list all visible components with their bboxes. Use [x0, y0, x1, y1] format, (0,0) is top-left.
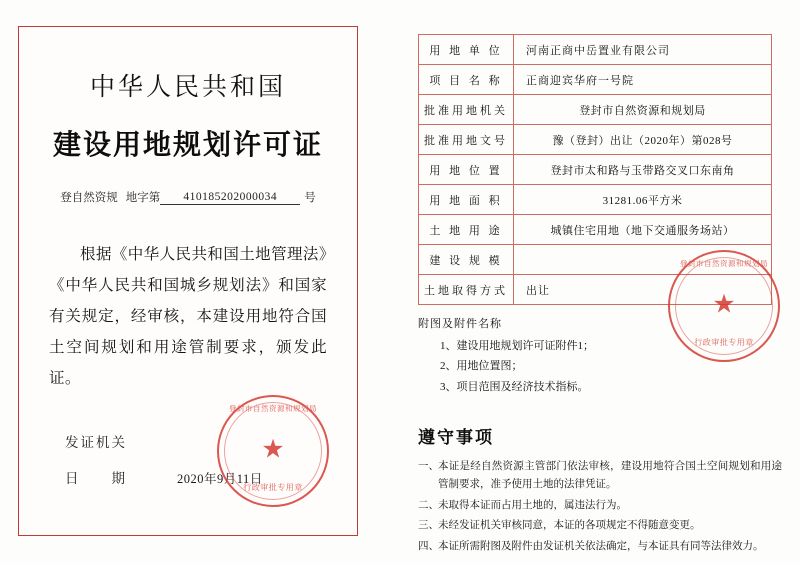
certificate-number-label: 地字第 — [125, 192, 161, 204]
list-item — [418, 538, 782, 556]
certificate-number-value: 410185202000034 — [160, 191, 300, 205]
list-item — [418, 497, 782, 515]
row-label: 批准用地机关 — [419, 95, 514, 125]
issue-date-value: 2020年9月11日 — [177, 472, 263, 486]
row-value — [514, 245, 772, 275]
details-panel — [418, 34, 782, 552]
table-row — [419, 185, 772, 215]
attachments-list — [418, 336, 782, 397]
issue-date-row — [65, 467, 263, 487]
table-row — [419, 245, 772, 275]
seal-arc-text: 登封市自然资源和规划局 — [229, 404, 317, 413]
row-label: 批准用地文号 — [419, 125, 514, 155]
rule-number: 二、 — [418, 499, 439, 511]
table-row — [419, 215, 772, 245]
row-value: 河南正商中岳置业有限公司 — [514, 35, 772, 65]
certificate-number-prefix: 登自然资规 — [60, 192, 118, 204]
row-value: 出让 — [514, 275, 772, 305]
rule-text: 本证是经自然资源主管部门依法审核，建设用地符合国土空间规划和用途管制要求，准予使用土地的法律凭证。 — [438, 461, 782, 491]
row-label: 用 地 面 积 — [419, 185, 514, 215]
row-value: 登封市太和路与玉带路交叉口东南角 — [514, 155, 772, 185]
rules-title: 遵守事项 — [418, 428, 494, 448]
official-seal-left — [217, 395, 329, 507]
row-label: 用 地 位 置 — [419, 155, 514, 185]
rule-number: 一、 — [418, 461, 439, 473]
attachments-title: 附图及附件名称 — [418, 318, 502, 330]
seal-star-icon: ★ — [712, 289, 736, 319]
table-row — [419, 35, 772, 65]
rules-list — [418, 458, 782, 556]
list-item: 2、用地位置图； — [440, 360, 523, 373]
certificate-number-line — [49, 189, 327, 205]
certificate-title: 建设用地规划许可证 — [52, 128, 323, 161]
rule-number: 三、 — [418, 520, 439, 532]
seal-star-icon: ★ — [261, 434, 285, 464]
issuing-authority-label: 发证机关 — [65, 435, 127, 450]
table-row — [419, 125, 772, 155]
row-value: 登封市自然资源和规划局 — [514, 95, 772, 125]
certificate-body-content: 根据《中华人民共和国土地管理法》《中华人民共和国城乡规划法》和国家有关规定，经审核，本建设用地符合国土空间规划和用途管制要求，颁发此证。 — [49, 246, 327, 387]
certificate-inner — [19, 27, 357, 535]
rule-number: 四、 — [418, 540, 439, 552]
seal-bottom-text: 行政审批专用章 — [694, 338, 754, 347]
row-label: 项 目 名 称 — [419, 65, 514, 95]
list-item — [418, 458, 782, 495]
certificate-nation-title: 中华人民共和国 — [89, 72, 286, 101]
certificate-panel — [18, 26, 358, 536]
seal-arc-text: 登封市自然资源和规划局 — [680, 259, 768, 268]
seal-bottom-text: 行政审批专用章 — [243, 483, 303, 492]
row-label: 建 设 规 模 — [419, 245, 514, 275]
land-info-table-body — [419, 35, 772, 305]
table-row — [419, 155, 772, 185]
certificate-number-suffix: 号 — [304, 192, 316, 204]
rule-text: 未取得本证而占用土地的，属违法行为。 — [438, 499, 627, 511]
list-item: 1、建设用地规划许可证附件1； — [440, 340, 594, 352]
certificate-body-text — [49, 239, 327, 394]
land-info-table — [418, 34, 772, 305]
row-label: 土地取得方式 — [419, 275, 514, 305]
table-row — [419, 275, 772, 305]
table-row — [419, 65, 772, 95]
rule-text: 未经发证机关审核同意，本证的各项规定不得随意变更。 — [438, 520, 701, 532]
row-label: 土 地 用 途 — [419, 215, 514, 245]
rule-text: 本证所需附图及附件由发证机关依法确定，与本证具有同等法律效力。 — [438, 540, 764, 552]
table-row — [419, 95, 772, 125]
list-item — [418, 517, 782, 535]
row-label: 用 地 单 位 — [419, 35, 514, 65]
issue-date-label: 日 期 — [65, 471, 127, 486]
row-value: 城镇住宅用地（地下交通服务场站） — [514, 215, 772, 245]
row-value: 豫（登封）出让（2020年）第028号 — [514, 125, 772, 155]
row-value: 31281.06平方米 — [514, 185, 772, 215]
row-value: 正商迎宾华府一号院 — [514, 65, 772, 95]
list-item: 3、项目范围及经济技术指标。 — [440, 380, 589, 393]
